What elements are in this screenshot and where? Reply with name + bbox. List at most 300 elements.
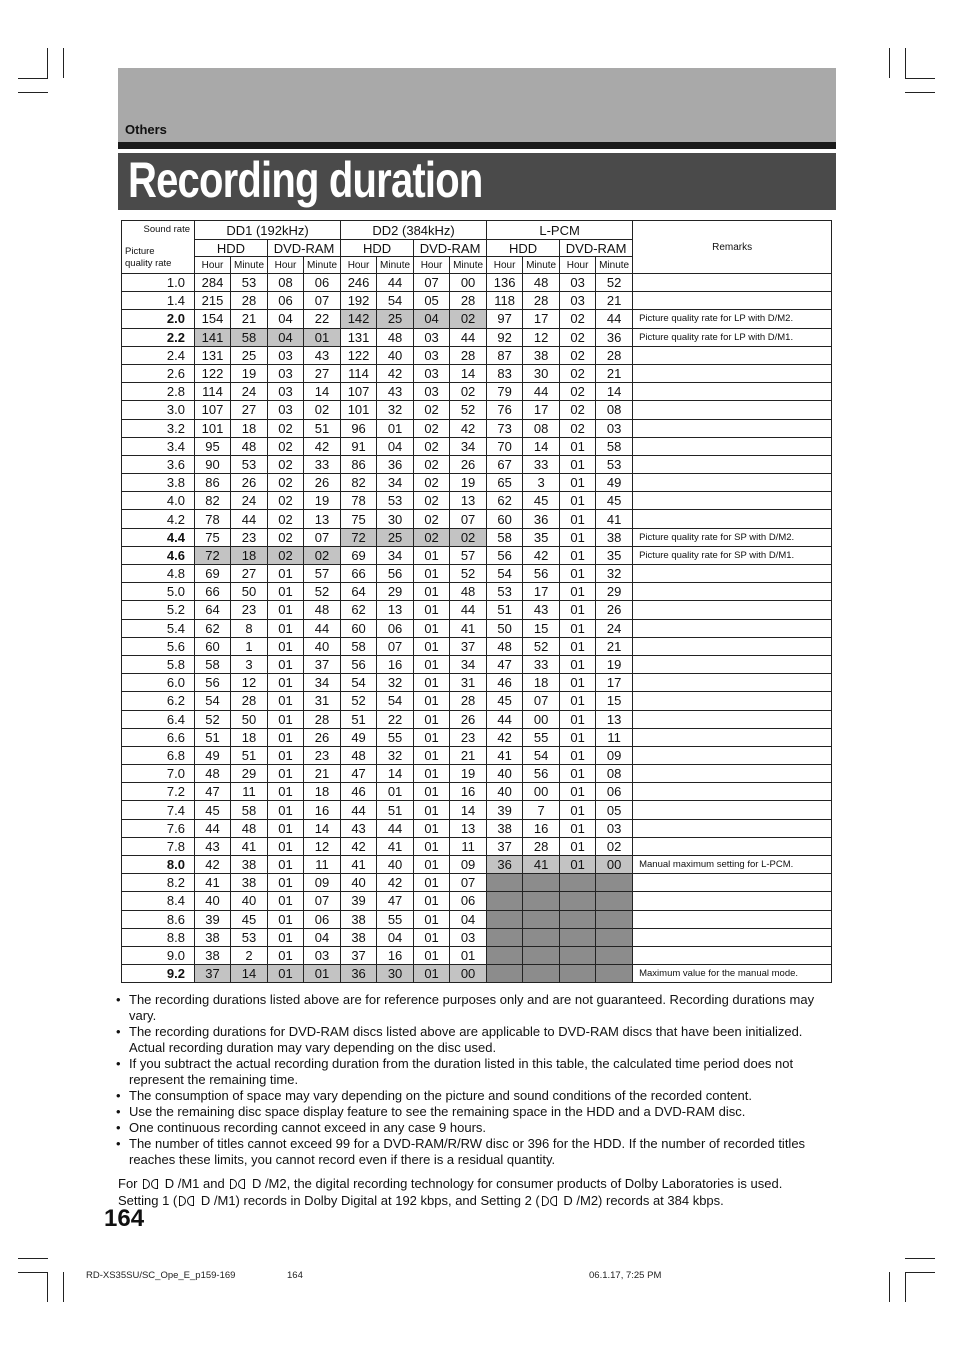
unavailable-cell <box>523 946 560 964</box>
minute-cell: 16 <box>377 655 414 673</box>
minute-cell: 25 <box>231 346 268 364</box>
remark-cell <box>633 801 832 819</box>
minute-cell: 06 <box>377 619 414 637</box>
hour-cell: 37 <box>195 965 231 983</box>
quality-rate-cell: 3.6 <box>122 455 195 473</box>
table-row <box>122 710 832 728</box>
quality-rate-label: quality rate <box>125 258 172 269</box>
remark-cell <box>633 928 832 946</box>
minute-cell: 28 <box>523 292 560 310</box>
crop-mark <box>18 78 48 79</box>
unavailable-cell <box>596 874 633 892</box>
hour-cell: 48 <box>487 637 523 655</box>
unavailable-cell <box>596 910 633 928</box>
hour-cell: 114 <box>195 383 231 401</box>
hour-cell: 01 <box>560 437 596 455</box>
hour-cell: 142 <box>341 310 377 328</box>
minute-cell: 44 <box>450 601 487 619</box>
minute-cell: 40 <box>377 856 414 874</box>
hour-cell: 40 <box>487 765 523 783</box>
minute-cell: 48 <box>450 583 487 601</box>
hour-cell: 03 <box>560 292 596 310</box>
unavailable-cell <box>487 928 523 946</box>
media-header-hdd: HDD <box>341 240 414 257</box>
remark-cell <box>633 874 832 892</box>
unavailable-cell <box>596 892 633 910</box>
hour-cell: 01 <box>414 565 450 583</box>
minute-cell: 18 <box>231 419 268 437</box>
table-row <box>122 674 832 692</box>
crop-mark <box>905 1258 935 1259</box>
crop-mark <box>905 92 935 93</box>
hour-cell: 114 <box>341 364 377 382</box>
hour-cell: 03 <box>414 364 450 382</box>
minute-cell: 40 <box>304 637 341 655</box>
minute-cell: 29 <box>377 583 414 601</box>
hour-cell: 01 <box>560 746 596 764</box>
remark-cell <box>633 746 832 764</box>
minute-cell: 02 <box>596 837 633 855</box>
minute-cell: 50 <box>231 710 268 728</box>
table-row <box>122 510 832 528</box>
minute-cell: 06 <box>304 910 341 928</box>
hour-cell: 87 <box>487 346 523 364</box>
hour-cell: 37 <box>341 946 377 964</box>
minute-cell: 3 <box>523 474 560 492</box>
quality-rate-cell: 7.2 <box>122 783 195 801</box>
minute-cell: 17 <box>596 674 633 692</box>
unavailable-cell <box>596 928 633 946</box>
minute-cell: 30 <box>377 965 414 983</box>
remark-cell: Picture quality rate for SP with D/M1. <box>633 546 832 564</box>
hour-cell: 01 <box>560 765 596 783</box>
unavailable-cell <box>560 892 596 910</box>
minute-cell: 35 <box>523 528 560 546</box>
minute-cell: 34 <box>450 437 487 455</box>
hour-cell: 01 <box>268 674 304 692</box>
media-header-dvd-ram: DVD-RAM <box>560 240 633 257</box>
minute-cell: 06 <box>304 274 341 292</box>
hour-cell: 38 <box>341 910 377 928</box>
minute-cell: 36 <box>523 510 560 528</box>
minute-cell: 09 <box>450 856 487 874</box>
minute-cell: 44 <box>377 819 414 837</box>
minute-cell: 58 <box>596 437 633 455</box>
minute-cell: 26 <box>596 601 633 619</box>
hour-cell: 62 <box>195 619 231 637</box>
media-header-dvd-ram: DVD-RAM <box>268 240 341 257</box>
hour-cell: 01 <box>414 710 450 728</box>
remark-cell: Manual maximum setting for L-PCM. <box>633 856 832 874</box>
minute-cell: 28 <box>450 346 487 364</box>
table-row <box>122 856 832 874</box>
hour-cell: 36 <box>341 965 377 983</box>
hour-cell: 01 <box>268 565 304 583</box>
table-row <box>122 455 832 473</box>
hour-cell: 01 <box>414 819 450 837</box>
hour-cell: 01 <box>268 801 304 819</box>
hour-cell: 01 <box>268 874 304 892</box>
quality-rate-cell: 5.0 <box>122 583 195 601</box>
quality-rate-cell: 5.8 <box>122 655 195 673</box>
hour-cell: 01 <box>414 655 450 673</box>
hour-cell: 64 <box>195 601 231 619</box>
minute-cell: 52 <box>304 583 341 601</box>
minute-cell: 41 <box>231 837 268 855</box>
hour-cell: 47 <box>195 783 231 801</box>
hour-cell: 02 <box>268 419 304 437</box>
picture-quality-label <box>125 246 171 270</box>
quality-rate-cell: 4.0 <box>122 492 195 510</box>
minute-cell: 13 <box>596 710 633 728</box>
hour-cell: 39 <box>195 910 231 928</box>
table-row <box>122 837 832 855</box>
hour-cell: 101 <box>341 401 377 419</box>
minute-cell: 03 <box>304 946 341 964</box>
minute-cell: 00 <box>523 783 560 801</box>
hour-cell: 01 <box>414 837 450 855</box>
footer-timestamp: 06.1.17, 7:25 PM <box>589 1270 662 1281</box>
table-row <box>122 928 832 946</box>
minute-cell: 43 <box>304 346 341 364</box>
minute-cell: 28 <box>523 837 560 855</box>
hour-cell: 51 <box>195 728 231 746</box>
hour-cell: 06 <box>268 292 304 310</box>
hour-cell: 60 <box>195 637 231 655</box>
hour-cell: 01 <box>560 637 596 655</box>
hour-cell: 107 <box>341 383 377 401</box>
minute-cell: 31 <box>304 692 341 710</box>
dolby-text: D /M2, the digital recording technology for consumer products of Dolby Laboratories is used. <box>248 1176 783 1191</box>
minute-cell: 14 <box>450 364 487 382</box>
hour-cell: 02 <box>560 383 596 401</box>
hour-cell: 01 <box>560 546 596 564</box>
quality-rate-cell: 3.4 <box>122 437 195 455</box>
crop-mark <box>905 1272 906 1302</box>
hour-cell: 01 <box>414 801 450 819</box>
minute-cell: 41 <box>523 856 560 874</box>
minute-cell: 04 <box>450 910 487 928</box>
minute-cell: 06 <box>450 892 487 910</box>
hour-cell: 70 <box>487 437 523 455</box>
unit-header-minute: Minute <box>596 257 633 274</box>
media-header-dvd-ram: DVD-RAM <box>414 240 487 257</box>
minute-cell: 34 <box>377 546 414 564</box>
minute-cell: 55 <box>377 910 414 928</box>
quality-rate-cell: 4.4 <box>122 528 195 546</box>
unavailable-cell <box>560 946 596 964</box>
hour-cell: 01 <box>268 692 304 710</box>
minute-cell: 26 <box>450 710 487 728</box>
quality-rate-cell: 1.4 <box>122 292 195 310</box>
minute-cell: 19 <box>450 474 487 492</box>
crop-mark <box>63 1272 64 1302</box>
minute-cell: 07 <box>304 528 341 546</box>
minute-cell: 14 <box>596 383 633 401</box>
hour-cell: 01 <box>414 637 450 655</box>
minute-cell: 28 <box>450 292 487 310</box>
minute-cell: 52 <box>450 401 487 419</box>
crop-mark <box>905 48 906 78</box>
header-rule <box>118 142 836 149</box>
hour-cell: 01 <box>268 946 304 964</box>
remark-cell: Picture quality rate for SP with D/M2. <box>633 528 832 546</box>
minute-cell: 45 <box>231 910 268 928</box>
minute-cell: 53 <box>231 274 268 292</box>
hour-cell: 02 <box>414 401 450 419</box>
hour-cell: 03 <box>268 364 304 382</box>
remark-cell: Picture quality rate for LP with D/M2. <box>633 310 832 328</box>
minute-cell: 01 <box>377 783 414 801</box>
minute-cell: 26 <box>304 728 341 746</box>
minute-cell: 38 <box>596 528 633 546</box>
table-row <box>122 965 832 983</box>
hour-cell: 01 <box>414 946 450 964</box>
hour-cell: 01 <box>268 928 304 946</box>
minute-cell: 29 <box>596 583 633 601</box>
hour-cell: 51 <box>487 601 523 619</box>
hour-cell: 01 <box>268 619 304 637</box>
hour-cell: 131 <box>195 346 231 364</box>
minute-cell: 52 <box>523 637 560 655</box>
minute-cell: 33 <box>304 455 341 473</box>
minute-cell: 24 <box>231 492 268 510</box>
minute-cell: 58 <box>231 801 268 819</box>
minute-cell: 19 <box>450 765 487 783</box>
remark-cell <box>633 765 832 783</box>
hour-cell: 69 <box>195 565 231 583</box>
minute-cell: 13 <box>450 492 487 510</box>
table-row <box>122 601 832 619</box>
minute-cell: 40 <box>231 892 268 910</box>
hour-cell: 76 <box>487 401 523 419</box>
minute-cell: 41 <box>450 619 487 637</box>
hour-cell: 53 <box>487 583 523 601</box>
remark-cell <box>633 565 832 583</box>
remark-cell <box>633 401 832 419</box>
minute-cell: 23 <box>231 601 268 619</box>
quality-rate-cell: 5.4 <box>122 619 195 637</box>
hour-cell: 01 <box>414 728 450 746</box>
hour-cell: 04 <box>268 310 304 328</box>
hour-cell: 75 <box>341 510 377 528</box>
minute-cell: 42 <box>523 546 560 564</box>
sound-rate-label: Sound rate <box>143 224 190 235</box>
unavailable-cell <box>487 910 523 928</box>
hour-cell: 01 <box>268 728 304 746</box>
minute-cell: 41 <box>377 837 414 855</box>
media-header-hdd: HDD <box>195 240 268 257</box>
minute-cell: 14 <box>304 819 341 837</box>
quality-rate-cell: 3.2 <box>122 419 195 437</box>
dolby-double-d-icon <box>542 1194 558 1210</box>
hour-cell: 136 <box>487 274 523 292</box>
hour-cell: 01 <box>560 655 596 673</box>
remark-cell <box>633 819 832 837</box>
minute-cell: 16 <box>523 819 560 837</box>
minute-cell: 14 <box>304 383 341 401</box>
hour-cell: 38 <box>195 928 231 946</box>
hour-cell: 40 <box>487 783 523 801</box>
minute-cell: 04 <box>377 928 414 946</box>
corner-header <box>122 221 195 274</box>
hour-cell: 58 <box>341 637 377 655</box>
hour-cell: 44 <box>487 710 523 728</box>
remark-cell <box>633 783 832 801</box>
minute-cell: 38 <box>231 856 268 874</box>
hour-cell: 01 <box>560 819 596 837</box>
hour-cell: 01 <box>560 801 596 819</box>
minute-cell: 16 <box>377 946 414 964</box>
hour-cell: 03 <box>268 383 304 401</box>
hour-cell: 01 <box>414 692 450 710</box>
unavailable-cell <box>487 946 523 964</box>
quality-rate-cell: 8.2 <box>122 874 195 892</box>
hour-cell: 08 <box>268 274 304 292</box>
minute-cell: 07 <box>304 892 341 910</box>
minute-cell: 28 <box>450 692 487 710</box>
table-row <box>122 728 832 746</box>
table-row <box>122 819 832 837</box>
minute-cell: 07 <box>450 874 487 892</box>
quality-rate-cell: 4.2 <box>122 510 195 528</box>
hour-cell: 37 <box>487 837 523 855</box>
page-number: 164 <box>104 1205 145 1232</box>
hour-cell: 02 <box>560 401 596 419</box>
minute-cell: 14 <box>377 765 414 783</box>
quality-rate-cell: 1.0 <box>122 274 195 292</box>
minute-cell: 08 <box>596 401 633 419</box>
minute-cell: 44 <box>231 510 268 528</box>
hour-cell: 45 <box>487 692 523 710</box>
minute-cell: 18 <box>304 783 341 801</box>
minute-cell: 48 <box>231 437 268 455</box>
hour-cell: 01 <box>268 892 304 910</box>
minute-cell: 22 <box>377 710 414 728</box>
table-row <box>122 565 832 583</box>
hour-cell: 73 <box>487 419 523 437</box>
table-row <box>122 619 832 637</box>
crop-mark <box>18 1272 48 1273</box>
quality-rate-cell: 2.2 <box>122 328 195 346</box>
minute-cell: 44 <box>596 310 633 328</box>
hour-cell: 118 <box>487 292 523 310</box>
minute-cell: 02 <box>450 383 487 401</box>
table-row <box>122 274 832 292</box>
minute-cell: 21 <box>596 292 633 310</box>
minute-cell: 24 <box>231 383 268 401</box>
minute-cell: 05 <box>596 801 633 819</box>
hour-cell: 42 <box>487 728 523 746</box>
hour-cell: 01 <box>268 765 304 783</box>
hour-cell: 46 <box>487 674 523 692</box>
hour-cell: 03 <box>414 328 450 346</box>
note-item: • The consumption of space may vary depending on the picture and sound conditions of the recorded content. <box>113 1088 837 1104</box>
remarks-header: Remarks <box>633 221 832 274</box>
hour-cell: 39 <box>341 892 377 910</box>
unit-header-hour: Hour <box>268 257 304 274</box>
minute-cell: 26 <box>304 474 341 492</box>
minute-cell: 52 <box>596 274 633 292</box>
minute-cell: 45 <box>596 492 633 510</box>
minute-cell: 48 <box>304 601 341 619</box>
hour-cell: 46 <box>341 783 377 801</box>
hour-cell: 86 <box>195 474 231 492</box>
minute-cell: 00 <box>596 856 633 874</box>
hour-cell: 03 <box>268 346 304 364</box>
minute-cell: 32 <box>377 674 414 692</box>
remark-cell <box>633 710 832 728</box>
minute-cell: 16 <box>450 783 487 801</box>
remark-cell <box>633 492 832 510</box>
minute-cell: 44 <box>450 328 487 346</box>
minute-cell: 58 <box>231 328 268 346</box>
hour-cell: 60 <box>487 510 523 528</box>
hour-cell: 48 <box>341 746 377 764</box>
minute-cell: 09 <box>304 874 341 892</box>
minute-cell: 32 <box>377 746 414 764</box>
minute-cell: 44 <box>304 619 341 637</box>
hour-cell: 01 <box>414 910 450 928</box>
hour-cell: 02 <box>268 528 304 546</box>
minute-cell: 19 <box>304 492 341 510</box>
minute-cell: 19 <box>596 655 633 673</box>
minute-cell: 09 <box>596 746 633 764</box>
minute-cell: 18 <box>231 546 268 564</box>
note-item: • One continuous recording cannot exceed in any case 9 hours. <box>113 1120 837 1136</box>
minute-cell: 51 <box>377 801 414 819</box>
table-row <box>122 437 832 455</box>
minute-cell: 23 <box>450 728 487 746</box>
hour-cell: 01 <box>560 856 596 874</box>
quality-rate-cell: 3.8 <box>122 474 195 492</box>
minute-cell: 17 <box>523 310 560 328</box>
hour-cell: 54 <box>487 565 523 583</box>
hour-cell: 51 <box>341 710 377 728</box>
minute-cell: 52 <box>450 565 487 583</box>
minute-cell: 07 <box>450 510 487 528</box>
hour-cell: 215 <box>195 292 231 310</box>
hour-cell: 66 <box>195 583 231 601</box>
hour-cell: 284 <box>195 274 231 292</box>
minute-cell: 21 <box>231 310 268 328</box>
remark-cell <box>633 728 832 746</box>
unavailable-cell <box>596 965 633 983</box>
minute-cell: 08 <box>523 419 560 437</box>
hour-cell: 01 <box>414 746 450 764</box>
hour-cell: 02 <box>414 510 450 528</box>
hour-cell: 01 <box>414 783 450 801</box>
hour-cell: 02 <box>268 474 304 492</box>
minute-cell: 14 <box>231 965 268 983</box>
hour-cell: 01 <box>414 583 450 601</box>
quality-rate-cell: 5.2 <box>122 601 195 619</box>
table-body <box>122 274 832 983</box>
minute-cell: 11 <box>596 728 633 746</box>
quality-rate-cell: 2.6 <box>122 364 195 382</box>
minute-cell: 01 <box>377 419 414 437</box>
minute-cell: 04 <box>304 928 341 946</box>
unavailable-cell <box>596 946 633 964</box>
minute-cell: 15 <box>523 619 560 637</box>
minute-cell: 23 <box>304 746 341 764</box>
hour-cell: 04 <box>414 310 450 328</box>
minute-cell: 03 <box>596 419 633 437</box>
notes-list <box>113 992 837 1168</box>
minute-cell: 12 <box>523 328 560 346</box>
quality-rate-cell: 6.8 <box>122 746 195 764</box>
hour-cell: 78 <box>195 510 231 528</box>
